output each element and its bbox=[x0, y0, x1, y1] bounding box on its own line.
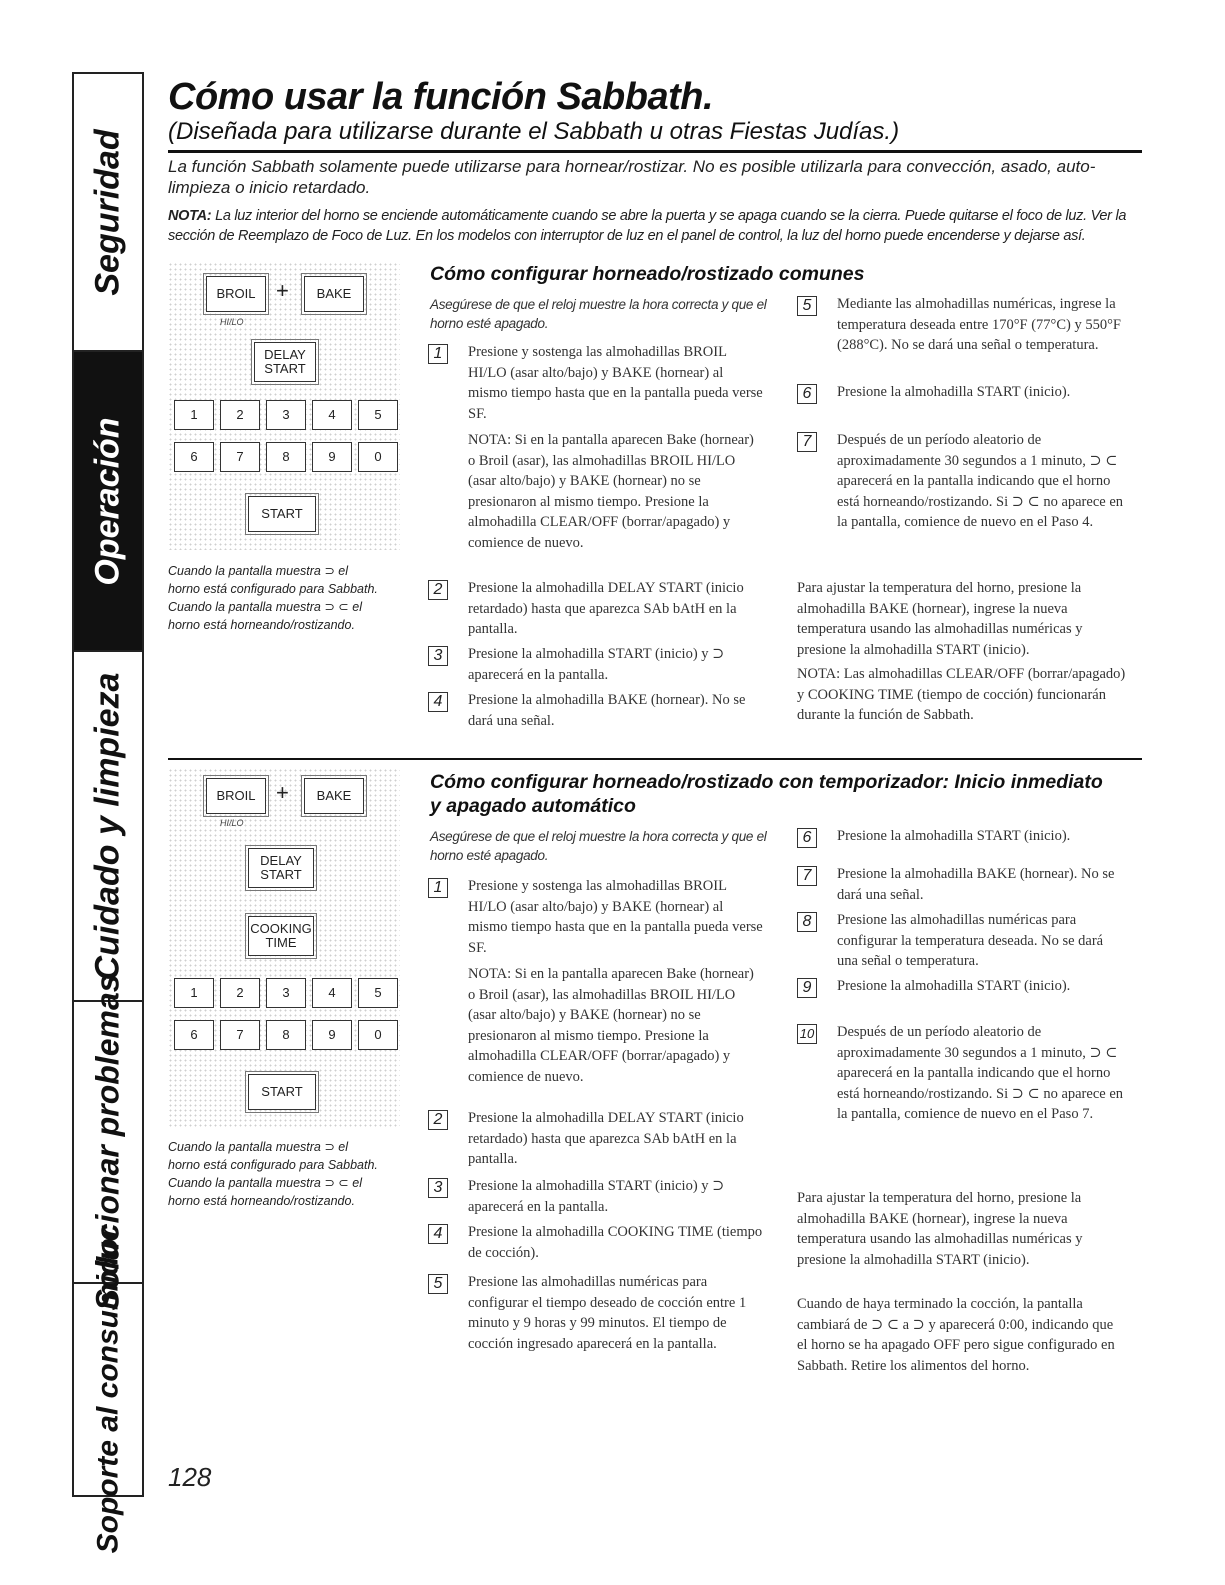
step-text: Presione la almohadilla START (inicio). bbox=[837, 384, 1071, 400]
tab-label: Seguridad bbox=[88, 128, 127, 296]
step-10 bbox=[797, 1022, 1127, 1125]
step-text: Mediante las almohadillas numéricas, ingrese la temperatura deseada entre 170°F (77°C) y 550°F (288°C). No se dará una señal o temperatura. bbox=[837, 296, 1121, 353]
section2-title-line2: y apagado automático bbox=[430, 795, 636, 817]
digit-key-3: 3 bbox=[266, 978, 306, 1008]
step-text: NOTA: Si en la pantalla aparecen Bake (hornear) o Broil (asar), las almohadillas BROIL HI/LO (asar alto/bajo) y BAKE (hornear) no se presionaron al mismo tiempo. Presione la almohadilla CLEAR/OFF (borrar/apagado) y comience de nuevo. bbox=[468, 432, 754, 551]
step-1 bbox=[428, 342, 763, 424]
note-text: La luz interior del horno se enciende automáticamente cuando se abre la puerta y se apaga cuando se la cierra. Puede quitarse el foco de luz. Ver la sección de Reemplazo de Foco de Luz. En los modelos con interruptor de luz en el panel de control, la luz del horno puede encenderse y dejarse así. bbox=[168, 208, 1127, 244]
digit-key-7: 7 bbox=[220, 442, 260, 472]
digit-key-2: 2 bbox=[220, 978, 260, 1008]
page-number: 128 bbox=[168, 1462, 212, 1492]
start-key: START bbox=[248, 1074, 316, 1110]
tab-label: Solucionar problemas bbox=[89, 973, 126, 1311]
intro-text: La función Sabbath solamente puede utilizarse para hornear/rostizar. No es posible utilizarla para convección, asado, auto-limpieza o inicio retardado. bbox=[168, 157, 1096, 197]
adjust-temp-paragraph: Para ajustar la temperatura del horno, presione la almohadilla BAKE (hornear), ingrese la nueva temperatura usando las almohadillas numéricas y presione la almohadilla START (inicio). bbox=[797, 580, 1083, 658]
step-number: 1 bbox=[428, 344, 448, 364]
step-text: Presione y sostenga las almohadillas BROIL HI/LO (asar alto/bajo) y BAKE (hornear) al mismo tiempo hasta que en la pantalla pueda verse SF. bbox=[468, 344, 763, 422]
delay-start-key: DELAY START bbox=[248, 848, 314, 888]
step-text: Presione las almohadillas numéricas para configurar el tiempo deseado de cocción entre 1 minuto y 9 horas y 99 minutos. El tiempo de cocción ingresado aparecerá en la pantalla. bbox=[468, 1274, 747, 1352]
step-number: 9 bbox=[797, 978, 817, 998]
delay-start-key: DELAY START bbox=[254, 342, 316, 382]
plus-sign: + bbox=[276, 780, 289, 805]
tab-seguridad[interactable] bbox=[74, 74, 142, 352]
keypad-caption-1: Cuando la pantalla muestra ⊃ el horno está configurado para Sabbath. Cuando la pantalla muestra ⊃ ⊂ el horno está horneando/rostizando. bbox=[168, 564, 378, 632]
digit-key-7: 7 bbox=[220, 1020, 260, 1050]
tab-cuidado-limpieza[interactable] bbox=[74, 652, 142, 1002]
section2-title-line1: Cómo configurar horneado/rostizado con temporizador: Inicio inmediato bbox=[430, 771, 1103, 793]
tab-label: Operación bbox=[88, 416, 127, 586]
step-text: Presione la almohadilla START (inicio). bbox=[837, 978, 1071, 994]
digit-key-5: 5 bbox=[358, 400, 398, 430]
section1-note: NOTA: Las almohadillas CLEAR/OFF (borrar/apagado) y COOKING TIME (tiempo de cocción) funcionarán durante la función de Sabbath. bbox=[797, 666, 1126, 723]
step-number: 10 bbox=[797, 1024, 817, 1044]
step-number: 7 bbox=[797, 432, 817, 452]
page-title: Cómo usar la función Sabbath. bbox=[168, 76, 713, 118]
step-text: Presione la almohadilla DELAY START (inicio retardado) hasta que aparezca SAb bAtH en la pantalla. bbox=[468, 580, 744, 637]
step-4 bbox=[428, 690, 763, 731]
digit-key-6: 6 bbox=[174, 1020, 214, 1050]
page-subtitle: (Diseñada para utilizarse durante el Sabbath u otras Fiestas Judías.) bbox=[168, 118, 900, 145]
step-number: 3 bbox=[428, 646, 448, 666]
step-7 bbox=[797, 864, 1127, 905]
step-number: 3 bbox=[428, 1178, 448, 1198]
cooking-finished-paragraph: Cuando de haya terminado la cocción, la pantalla cambiará de ⊃ ⊂ a ⊃ y aparecerá 0:00, indicando que el horno se ha apagado OFF pero sigue configurado en Sabbath. Retire los alimentos del horno. bbox=[797, 1296, 1115, 1374]
keypad-caption-2: Cuando la pantalla muestra ⊃ el horno está configurado para Sabbath. Cuando la pantalla muestra ⊃ ⊂ el horno está horneando/rostizando. bbox=[168, 1140, 378, 1208]
digit-key-2: 2 bbox=[220, 400, 260, 430]
step-3 bbox=[428, 644, 763, 685]
tab-soporte-consumidor[interactable] bbox=[74, 1226, 142, 1553]
step-number: 2 bbox=[428, 580, 448, 600]
step-text: Presione la almohadilla START (inicio). bbox=[837, 828, 1071, 844]
step-7 bbox=[797, 430, 1127, 533]
step-number: 5 bbox=[428, 1274, 448, 1294]
step-text: Presione la almohadilla START (inicio) y ⊃ aparecerá en la pantalla. bbox=[468, 646, 725, 683]
digit-key-9: 9 bbox=[312, 442, 352, 472]
section1-lead: Asegúrese de que el reloj muestre la hora correcta y que el horno esté apagado. bbox=[430, 297, 767, 331]
digit-key-5: 5 bbox=[358, 978, 398, 1008]
light-note bbox=[168, 206, 1128, 246]
keypad-illustration-1 bbox=[168, 262, 400, 550]
digit-key-9: 9 bbox=[312, 1020, 352, 1050]
tab-operacion[interactable] bbox=[74, 352, 142, 652]
bake-key: BAKE bbox=[304, 276, 364, 312]
note-label: NOTA: bbox=[168, 208, 212, 224]
step-2 bbox=[428, 1108, 763, 1170]
keypad-illustration-2 bbox=[168, 768, 400, 1128]
step-text: NOTA: Si en la pantalla aparecen Bake (hornear) o Broil (asar), las almohadillas BROIL HI/LO (asar alto/bajo) y BAKE (hornear) no se presionaron al mismo tiempo. Presione la almohadilla CLEAR/OFF (borrar/apagado) y comience de nuevo. bbox=[468, 966, 754, 1085]
step-5 bbox=[428, 1272, 763, 1354]
step-9 bbox=[797, 976, 1127, 997]
section2-title bbox=[430, 770, 1130, 818]
digit-key-8: 8 bbox=[266, 1020, 306, 1050]
step-number: 7 bbox=[797, 866, 817, 886]
step-text: Presione la almohadilla COOKING TIME (tiempo de cocción). bbox=[468, 1224, 763, 1261]
step-text: Presione y sostenga las almohadillas BROIL HI/LO (asar alto/bajo) y BAKE (hornear) al mismo tiempo hasta que en la pantalla pueda verse SF. bbox=[468, 878, 763, 956]
step-note bbox=[428, 430, 763, 553]
hilo-label: HI/LO bbox=[220, 818, 244, 828]
step-2 bbox=[428, 578, 763, 640]
bake-key: BAKE bbox=[304, 778, 364, 814]
section1-title: Cómo configurar horneado/rostizado comunes bbox=[430, 263, 865, 285]
step-text: Presione la almohadilla BAKE (hornear). No se dará una señal. bbox=[837, 866, 1115, 903]
section-tabs bbox=[72, 72, 144, 1553]
broil-key: BROIL bbox=[206, 778, 266, 814]
section2-lead: Asegúrese de que el reloj muestre la hora correcta y que el horno esté apagado. bbox=[430, 829, 767, 863]
step-6 bbox=[797, 826, 1127, 847]
step-text: Presione la almohadilla BAKE (hornear). No se dará una señal. bbox=[468, 692, 746, 729]
section-divider bbox=[168, 758, 1142, 760]
step-number: 5 bbox=[797, 296, 817, 316]
digit-key-1: 1 bbox=[174, 400, 214, 430]
plus-sign: + bbox=[276, 278, 289, 303]
step-number: 6 bbox=[797, 384, 817, 404]
digit-key-8: 8 bbox=[266, 442, 306, 472]
hilo-label: HI/LO bbox=[220, 317, 244, 327]
step-5 bbox=[797, 294, 1127, 356]
cooking-time-key: COOKING TIME bbox=[248, 916, 314, 956]
step-text: Después de un período aleatorio de aproximadamente 30 segundos a 1 minuto, ⊃ ⊂ aparecerá en la pantalla indicando que el horno está horneando/rostizando. Si ⊃ ⊂ no aparece en la pantalla, comience de nuevo en el Paso 7. bbox=[837, 1024, 1124, 1122]
digit-key-3: 3 bbox=[266, 400, 306, 430]
digit-key-0: 0 bbox=[358, 1020, 398, 1050]
step-text: Presione la almohadilla DELAY START (inicio retardado) hasta que aparezca SAb bAtH en la pantalla. bbox=[468, 1110, 744, 1167]
adjust-temp-paragraph: Para ajustar la temperatura del horno, presione la almohadilla BAKE (hornear), ingrese la nueva temperatura usando las almohadillas numéricas y presione la almohadilla START (inicio). bbox=[797, 1190, 1083, 1268]
step-text: Presione las almohadillas numéricas para configurar la temperatura deseada. No se dará una señal o temperatura. bbox=[837, 912, 1104, 969]
step-number: 2 bbox=[428, 1110, 448, 1130]
digit-key-0: 0 bbox=[358, 442, 398, 472]
step-3 bbox=[428, 1176, 763, 1217]
step-number: 8 bbox=[797, 912, 817, 932]
step-number: 1 bbox=[428, 878, 448, 898]
step-8 bbox=[797, 910, 1127, 972]
step-1 bbox=[428, 876, 763, 958]
step-6 bbox=[797, 382, 1127, 403]
digit-key-4: 4 bbox=[312, 978, 352, 1008]
digit-key-1: 1 bbox=[174, 978, 214, 1008]
digit-key-6: 6 bbox=[174, 442, 214, 472]
broil-key: BROIL bbox=[206, 276, 266, 312]
tab-label: Cuidado y limpieza bbox=[88, 672, 127, 980]
digit-key-4: 4 bbox=[312, 400, 352, 430]
tab-label: Soporte al consumidor bbox=[91, 1226, 124, 1553]
step-number: 4 bbox=[428, 1224, 448, 1244]
step-number: 4 bbox=[428, 692, 448, 712]
step-text: Presione la almohadilla START (inicio) y ⊃ aparecerá en la pantalla. bbox=[468, 1178, 725, 1215]
title-rule bbox=[168, 150, 1142, 153]
step-note bbox=[428, 964, 763, 1087]
step-text: Después de un período aleatorio de aproximadamente 30 segundos a 1 minuto, ⊃ ⊂ aparecerá en la pantalla indicando que el horno está horneando/rostizando. Si ⊃ ⊂ no aparece en la pantalla, comience de nuevo en el Paso 4. bbox=[837, 432, 1124, 530]
step-number: 6 bbox=[797, 828, 817, 848]
start-key: START bbox=[248, 496, 316, 532]
step-4 bbox=[428, 1222, 763, 1263]
